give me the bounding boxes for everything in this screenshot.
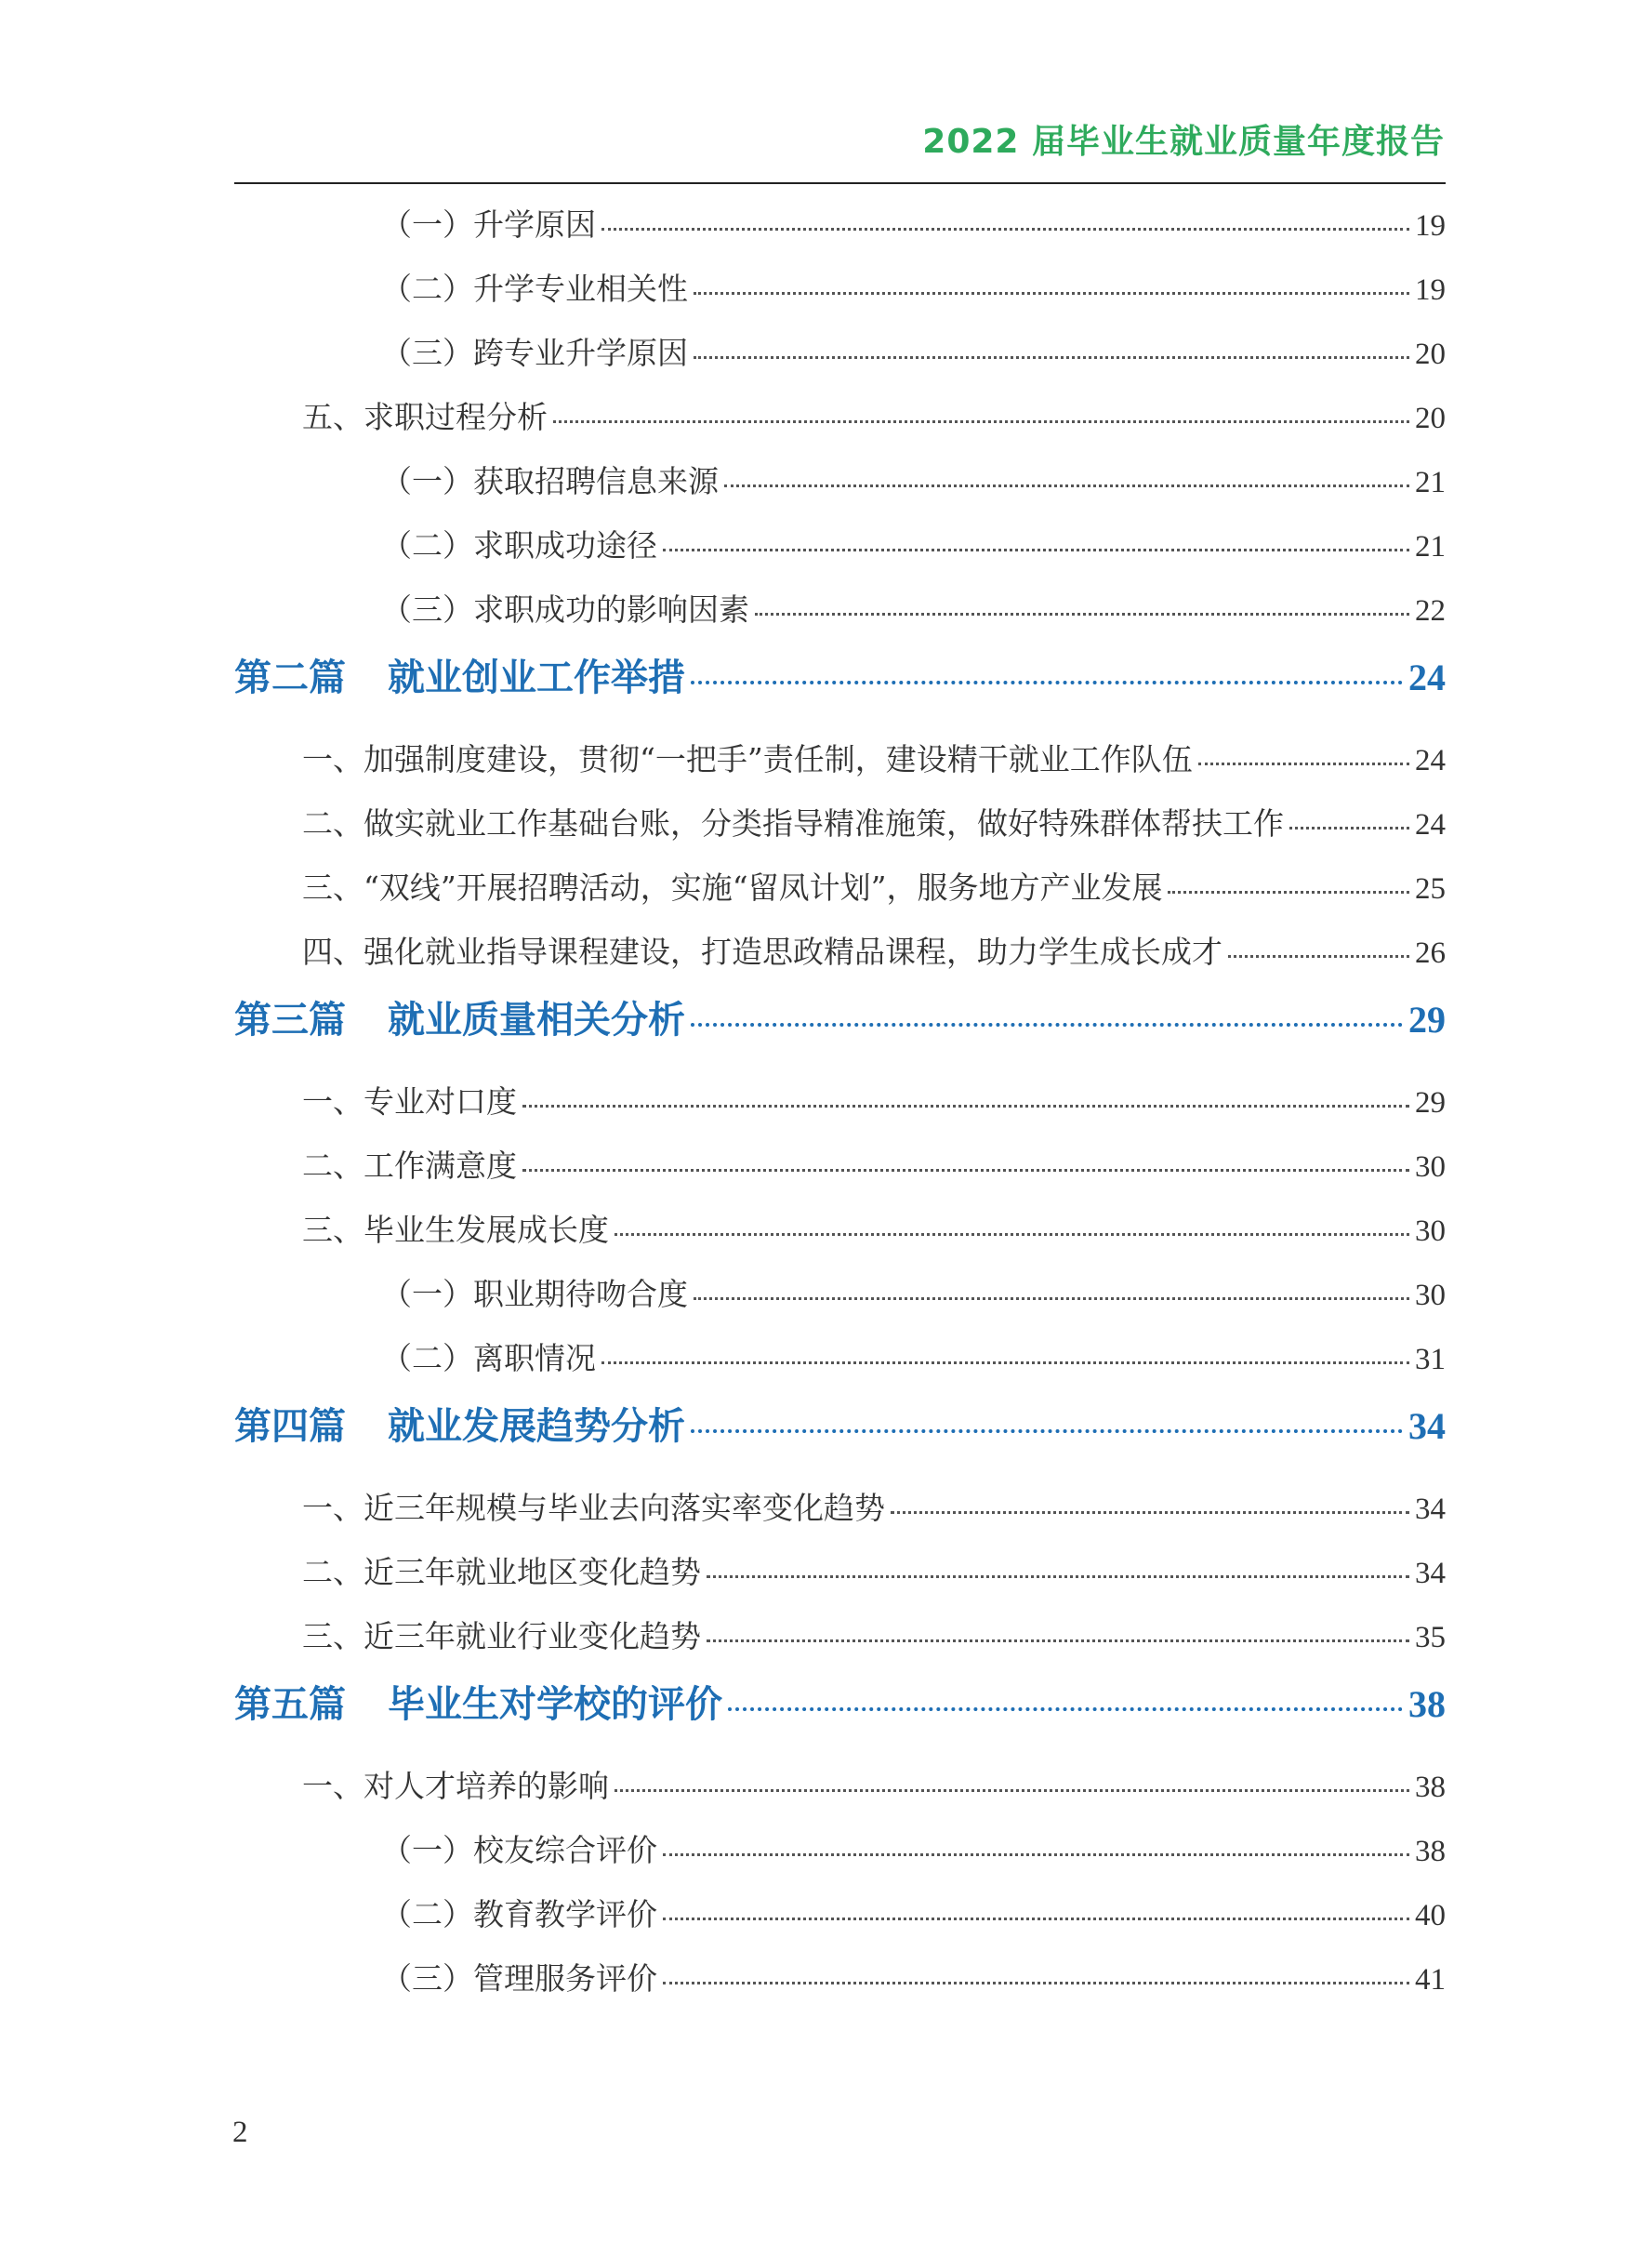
toc-entry[interactable] (0, 934, 1446, 973)
toc-entry[interactable] (0, 1340, 1446, 1379)
toc-dot-leader (663, 1853, 1409, 1856)
toc-entry[interactable] (0, 1083, 1446, 1122)
toc-entry[interactable] (0, 1618, 1446, 1657)
toc-chapter-entry[interactable] (0, 1404, 1446, 1449)
toc-dot-leader (707, 1639, 1409, 1642)
toc-page-number: 30 (1415, 1279, 1446, 1312)
toc-entry-label: 四、强化就业指导课程建设，打造思政精品课程，助力学生成长成才 (302, 934, 1222, 970)
toc-entry-label: （一）校友综合评价 (381, 1832, 657, 1868)
toc-dot-leader (891, 1511, 1409, 1514)
toc-entry-label: 三、近三年就业行业变化趋势 (302, 1618, 701, 1654)
toc-page-number: 20 (1415, 338, 1446, 371)
toc-page-number: 19 (1415, 273, 1446, 307)
toc-page-number: 38 (1415, 1771, 1446, 1804)
toc-dot-leader (1228, 955, 1409, 958)
toc-page-number: 35 (1415, 1621, 1446, 1654)
toc-entry[interactable] (0, 869, 1446, 909)
toc-page-number: 41 (1415, 1963, 1446, 1997)
toc-entry[interactable] (0, 1554, 1446, 1593)
toc-dot-leader (601, 1361, 1409, 1364)
toc-entry[interactable] (0, 1212, 1446, 1251)
toc-chapter-number: 第四篇 (234, 1404, 346, 1448)
toc-chapter-number: 第三篇 (234, 998, 346, 1042)
toc-dot-leader (755, 613, 1409, 616)
toc-page-number: 25 (1415, 872, 1446, 906)
toc-entry-label: （二）升学专业相关性 (381, 271, 688, 307)
toc-entry-label (234, 1682, 722, 1727)
toc-entry-label: 二、近三年就业地区变化趋势 (302, 1554, 701, 1590)
toc-dot-leader (691, 681, 1403, 684)
toc-dot-leader (694, 1297, 1409, 1300)
toc-page-number: 26 (1415, 936, 1446, 970)
toc-page-number: 30 (1415, 1214, 1446, 1248)
toc-page-number: 38 (1415, 1835, 1446, 1868)
toc-entry[interactable] (0, 1276, 1446, 1315)
toc-dot-leader (522, 1169, 1409, 1172)
toc-dot-leader (694, 356, 1409, 359)
toc-chapter-title: 毕业生对学校的评价 (388, 1682, 722, 1726)
toc-entry-label (234, 656, 685, 700)
toc-entry-label (234, 998, 685, 1042)
toc-entry-label: （三）求职成功的影响因素 (381, 591, 749, 628)
toc-dot-leader (1198, 763, 1409, 765)
toc-entry[interactable] (0, 805, 1446, 844)
toc-chapter-entry[interactable] (0, 656, 1446, 700)
toc-entry-label: （二）离职情况 (381, 1340, 596, 1376)
toc-entry[interactable] (0, 1832, 1446, 1871)
toc-page-number: 19 (1415, 209, 1446, 243)
toc-dot-leader (601, 228, 1409, 231)
toc-page-number: 22 (1415, 594, 1446, 628)
toc-page-number: 31 (1415, 1343, 1446, 1376)
toc-entry[interactable] (0, 399, 1446, 438)
toc-page-number: 40 (1415, 1899, 1446, 1932)
toc-chapter-title: 就业创业工作举措 (388, 656, 685, 699)
toc-page-number: 34 (1408, 1405, 1446, 1447)
toc-page-number: 34 (1415, 1557, 1446, 1590)
toc-entry-label: 二、做实就业工作基础台账，分类指导精准施策，做好特殊群体帮扶工作 (302, 805, 1284, 842)
toc-entry[interactable] (0, 335, 1446, 374)
toc-entry[interactable] (0, 741, 1446, 780)
toc-dot-leader (663, 549, 1409, 551)
toc-entry-label: 三、毕业生发展成长度 (302, 1212, 609, 1248)
toc-entry[interactable] (0, 463, 1446, 502)
header-rule (234, 182, 1446, 184)
toc-entry[interactable] (0, 1490, 1446, 1529)
toc-entry-label (234, 1404, 685, 1449)
toc-chapter-entry[interactable] (0, 1682, 1446, 1727)
toc-dot-leader (691, 1429, 1403, 1433)
toc-entry[interactable] (0, 271, 1446, 310)
toc-dot-leader (615, 1233, 1409, 1236)
toc-chapter-number: 第二篇 (234, 656, 346, 699)
toc-entry-label: （三）跨专业升学原因 (381, 335, 688, 371)
toc-entry-label: 二、工作满意度 (302, 1148, 517, 1184)
toc-entry-label: 一、专业对口度 (302, 1083, 517, 1120)
toc-dot-leader (1289, 827, 1409, 830)
toc-entry[interactable] (0, 527, 1446, 566)
toc-dot-leader (522, 1105, 1409, 1108)
toc-page-number: 20 (1415, 402, 1446, 435)
toc-page-number: 21 (1415, 530, 1446, 564)
toc-page-number: 29 (1415, 1086, 1446, 1120)
toc-entry-label: （一）升学原因 (381, 206, 596, 243)
toc-entry-label: （二）教育教学评价 (381, 1896, 657, 1932)
toc-page-number: 29 (1408, 999, 1446, 1041)
toc-dot-leader (691, 1023, 1403, 1027)
toc-page-number: 34 (1415, 1493, 1446, 1526)
toc-entry-label: 一、加强制度建设，贯彻“一把手”责任制，建设精干就业工作队伍 (302, 741, 1193, 777)
toc-entry-label: 五、求职过程分析 (302, 399, 548, 435)
toc-entry[interactable] (0, 1896, 1446, 1935)
toc-dot-leader (663, 1918, 1409, 1920)
toc-entry-label: 一、对人才培养的影响 (302, 1768, 609, 1804)
toc-entry[interactable] (0, 1960, 1446, 1999)
toc-dot-leader (707, 1575, 1409, 1578)
toc-dot-leader (694, 292, 1409, 295)
toc-entry-label: （三）管理服务评价 (381, 1960, 657, 1997)
toc-page-number: 30 (1415, 1150, 1446, 1184)
toc-dot-leader (728, 1707, 1403, 1711)
toc-page-number: 24 (1415, 744, 1446, 777)
toc-chapter-title: 就业发展趋势分析 (388, 1404, 685, 1448)
toc-entry[interactable] (0, 206, 1446, 246)
toc-entry-label: （二）求职成功途径 (381, 527, 657, 564)
toc-dot-leader (615, 1789, 1409, 1792)
toc-page-number: 24 (1415, 808, 1446, 842)
toc-entry-label: （一）职业期待吻合度 (381, 1276, 688, 1312)
toc-entry[interactable] (0, 1148, 1446, 1187)
toc-entry[interactable] (0, 1768, 1446, 1807)
toc-page-number: 38 (1408, 1683, 1446, 1725)
toc-page-number: 24 (1408, 657, 1446, 698)
toc-chapter-entry[interactable] (0, 998, 1446, 1042)
page-number: 2 (232, 2116, 248, 2149)
toc-page-number: 21 (1415, 466, 1446, 499)
toc-entry-label: 一、近三年规模与毕业去向落实率变化趋势 (302, 1490, 885, 1526)
toc-dot-leader (1168, 891, 1409, 894)
toc-dot-leader (553, 420, 1409, 423)
header-title: 2022 届毕业生就业质量年度报告 (922, 123, 1445, 161)
toc-chapter-title: 就业质量相关分析 (388, 998, 685, 1042)
toc-entry-label: （一）获取招聘信息来源 (381, 463, 719, 499)
toc-entry-label: 三、“双线”开展招聘活动，实施“留凤计划”，服务地方产业发展 (302, 869, 1163, 906)
toc-entry[interactable] (0, 591, 1446, 630)
toc-dot-leader (663, 1982, 1409, 1984)
toc-chapter-number: 第五篇 (234, 1682, 346, 1726)
toc-dot-leader (724, 484, 1409, 487)
